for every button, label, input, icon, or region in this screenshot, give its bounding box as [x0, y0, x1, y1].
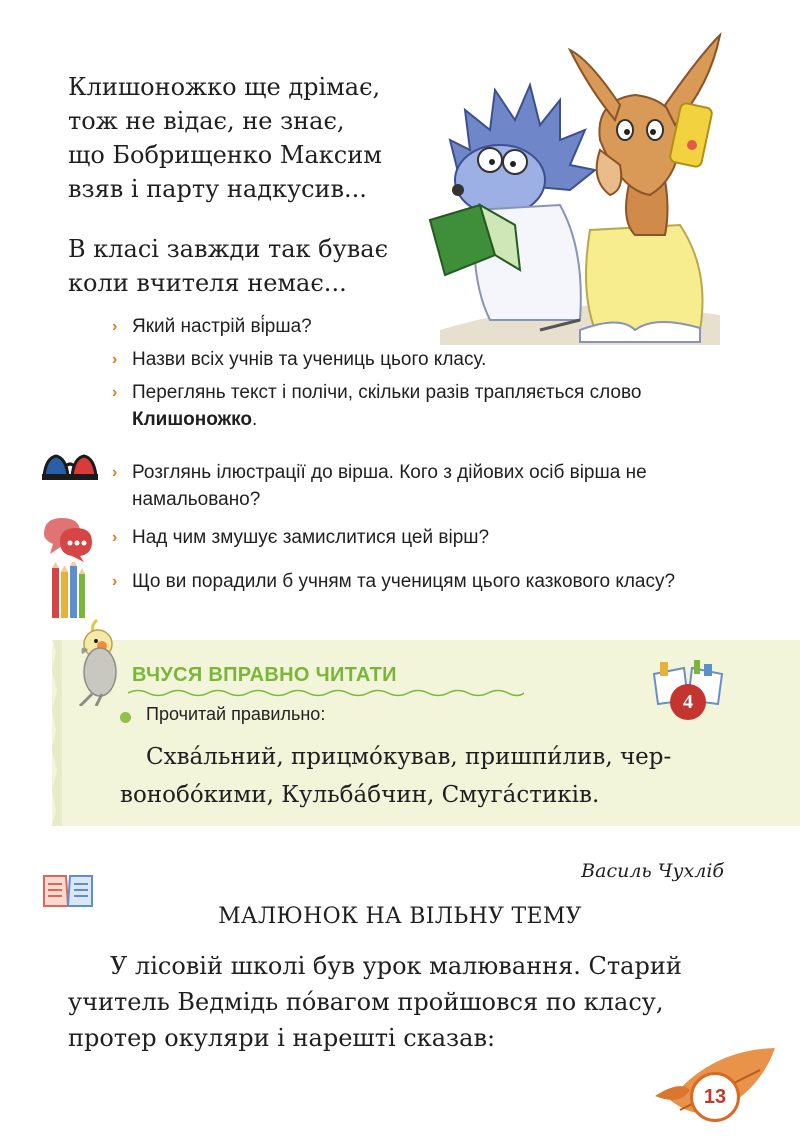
word-line: вонобо́кими, Кульба́бчин, Смуга́стиків. — [120, 782, 600, 808]
poem-line: взяв і парту надкусив... — [68, 175, 367, 203]
poem-line: що Бобрищенко Максим — [68, 141, 382, 169]
punctuation: . — [251, 409, 258, 430]
wavy-underline — [128, 688, 524, 698]
question-text: Назви всіх учнів та учениць цього класу. — [132, 349, 487, 370]
question-text-part: Переглянь текст і полічи, скільки разів трапляється слово — [132, 382, 642, 403]
question-5 — [112, 524, 722, 551]
question-text: Що ви порадили б учням та ученицям цього казкового класу? — [132, 571, 676, 592]
question-text: Розглянь ілюстрації до вірша. Кого з дійових осіб вірша не намальовано? — [132, 462, 647, 510]
poem-line: В класі завжди так буває — [68, 235, 389, 263]
question-text: Над чим змушує замислитися цей вірш? — [132, 527, 490, 548]
arrow-icon: › — [112, 318, 118, 335]
author-name: Василь Чухліб — [581, 860, 724, 882]
word-list — [120, 738, 726, 814]
torn-edge — [52, 640, 62, 826]
question-3 — [112, 379, 722, 433]
question-text: Який настрій ві́рша? — [132, 316, 312, 337]
poem-line: коли вчителя немає... — [68, 269, 347, 297]
question-1 — [112, 313, 722, 340]
glasses-icon — [40, 452, 100, 484]
arrow-icon: › — [112, 384, 118, 401]
story-line: У лісовій школі був урок малювання. Старий — [110, 952, 682, 980]
question-2 — [112, 346, 722, 373]
section-title: ВЧУСЯ ВПРАВНО ЧИТАТИ — [132, 664, 397, 686]
arrow-icon: › — [112, 573, 118, 590]
arrow-icon: › — [112, 351, 118, 368]
story-title: МАЛЮНОК НА ВІЛЬНУ ТЕМУ — [218, 904, 582, 929]
question-6 — [112, 568, 722, 595]
story-text — [68, 948, 724, 1056]
arrow-icon: › — [112, 464, 118, 481]
instruction: Прочитай правильно: — [146, 704, 326, 724]
story-line: протер окуляри і нарешті сказав: — [68, 1024, 496, 1052]
open-book-icon — [42, 872, 94, 908]
illustration-hedgehog-and-deer — [420, 30, 730, 345]
arrow-icon: › — [112, 529, 118, 546]
poem-line: тож не відає, не знає, — [68, 107, 345, 135]
story-line: учитель Ведмідь по́вагом пройшовся по класу, — [68, 988, 664, 1016]
bullet-dot — [120, 712, 131, 723]
word-line: Схва́льний, прицмо́кував, пришпи́лив, чер- — [146, 744, 672, 770]
question-4 — [112, 459, 722, 513]
poem-line: Клишоножко ще дрімає, — [68, 73, 381, 101]
lesson-badge: 4 — [670, 684, 706, 720]
parrot-icon — [62, 616, 132, 706]
keyword: Клишоножко — [132, 409, 252, 430]
speech-bubbles-icon — [40, 514, 96, 562]
page-number: 13 — [690, 1072, 740, 1122]
pencils-icon — [50, 562, 86, 618]
question-text — [112, 379, 722, 433]
poem — [68, 70, 428, 300]
